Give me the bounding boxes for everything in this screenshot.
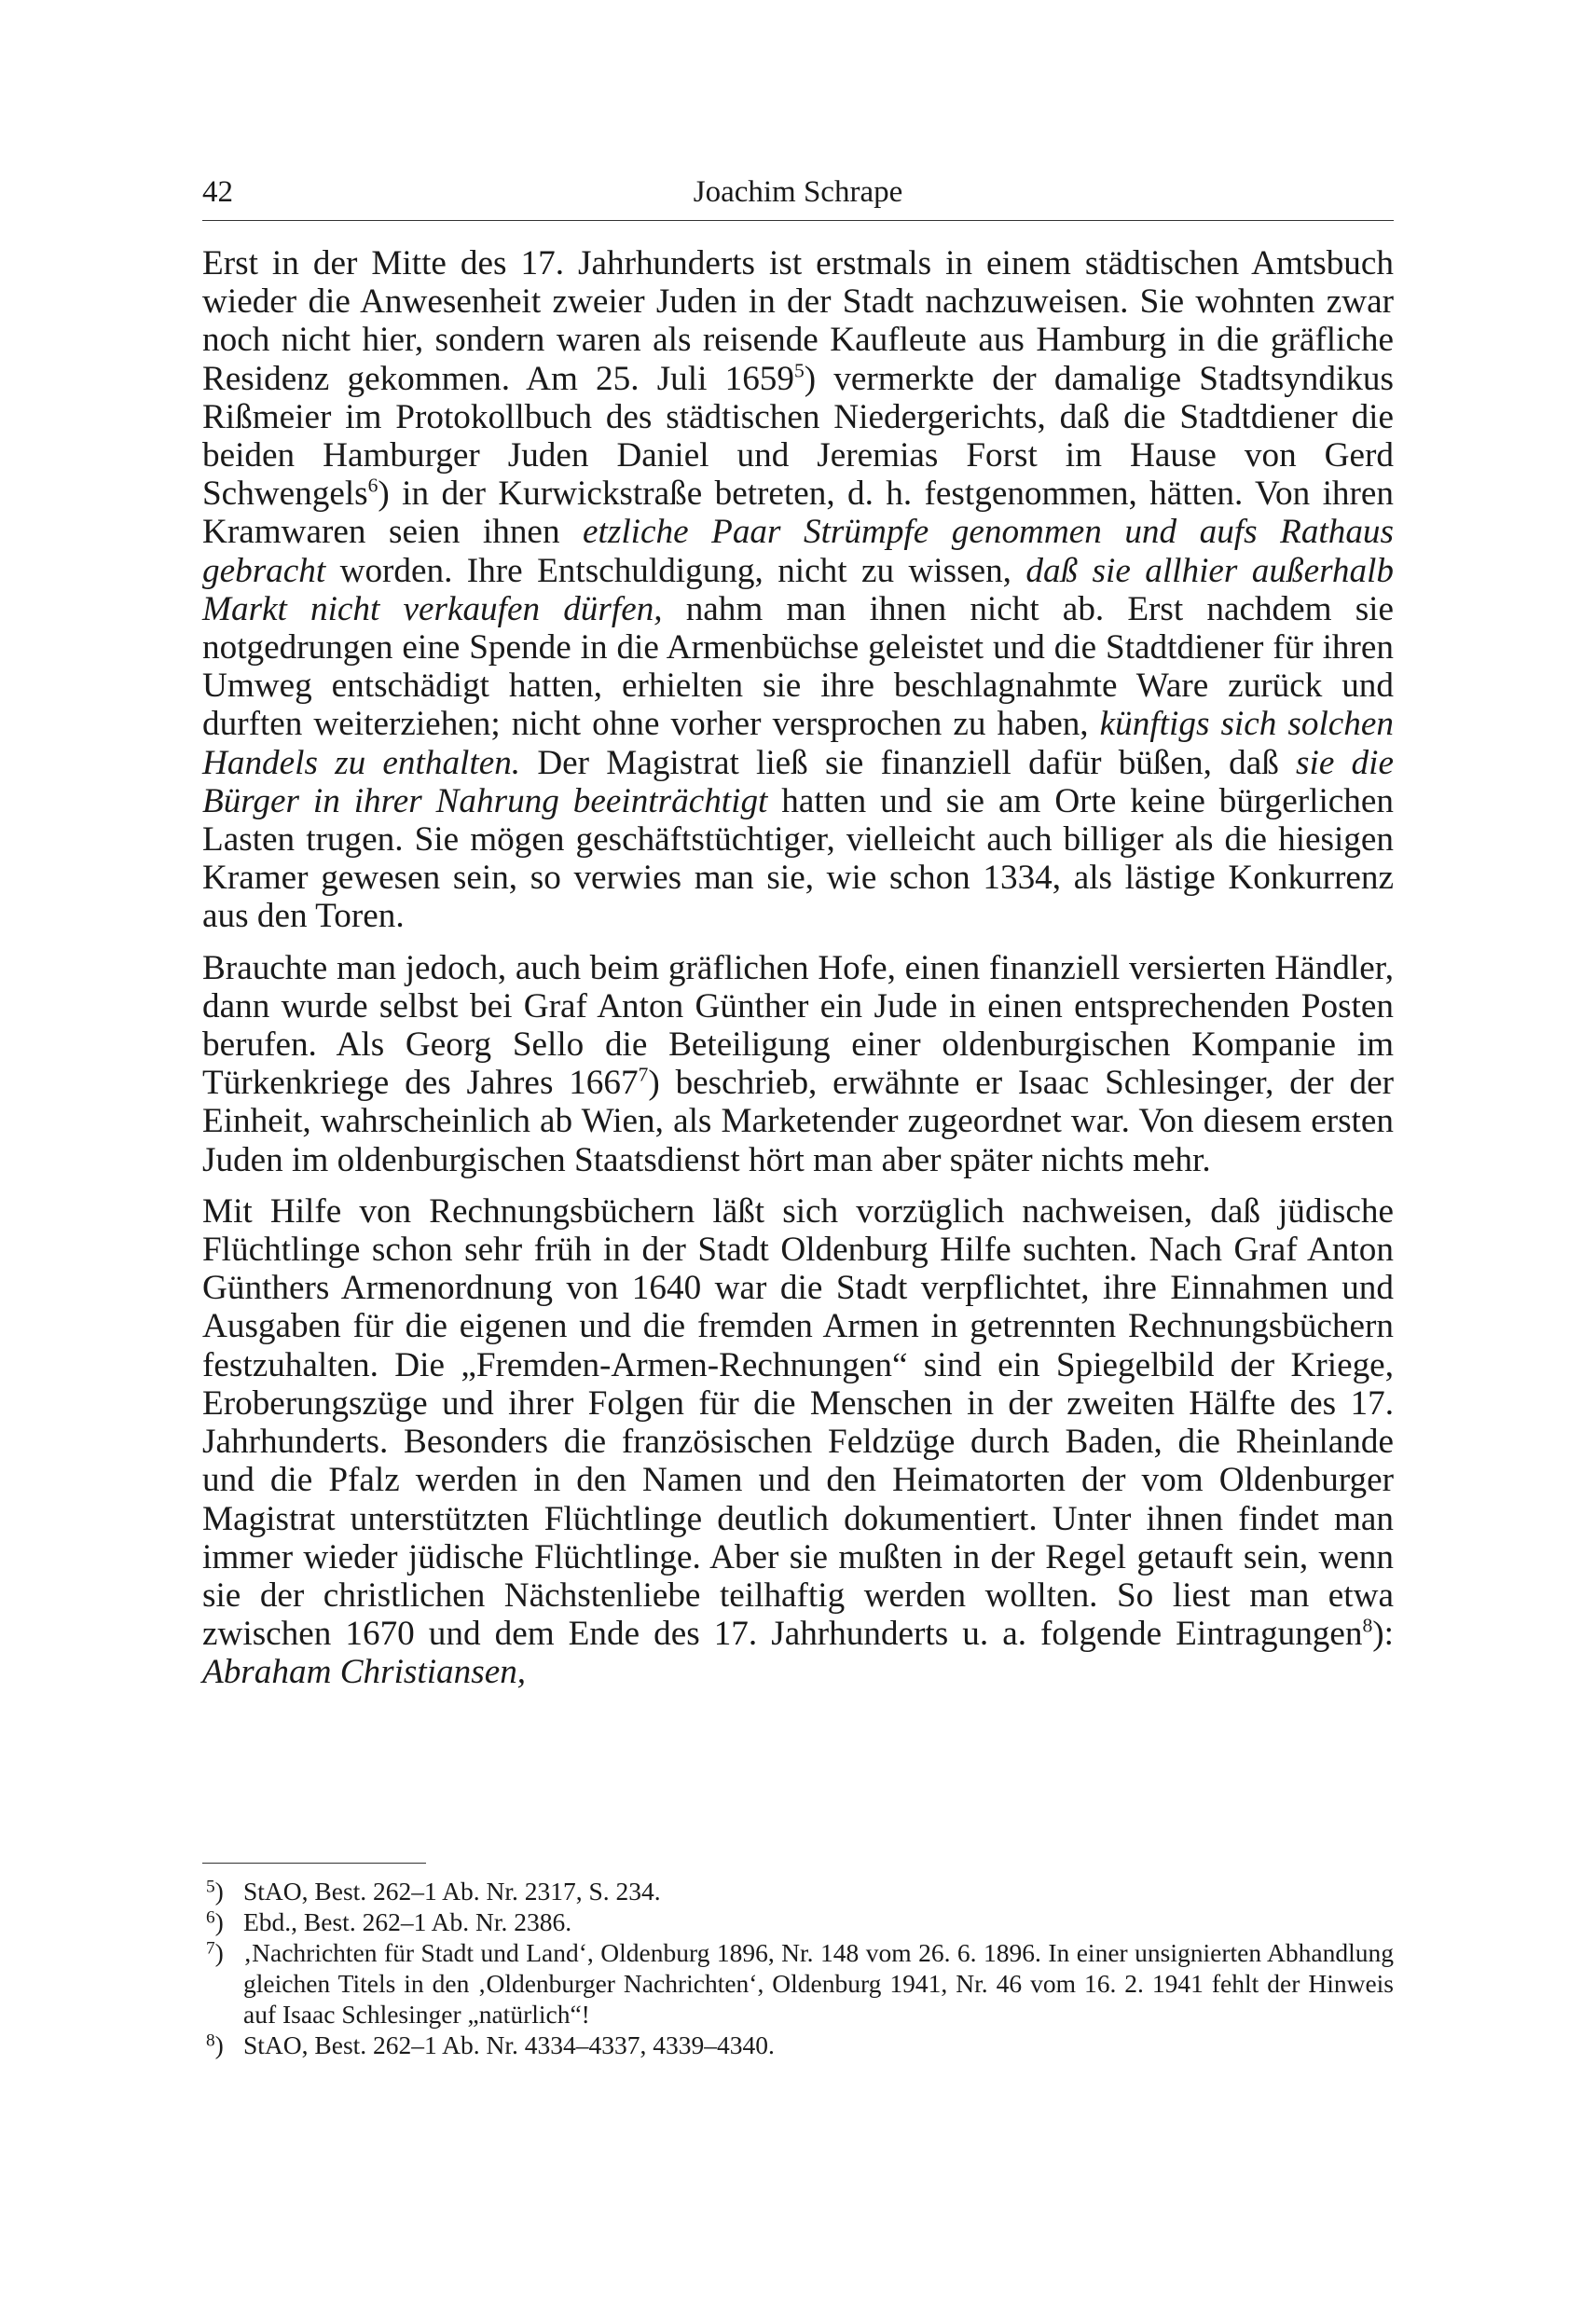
footnotes: [202, 1876, 1394, 2060]
text-run: Der Magistrat ließ sie finanziell dafür büßen, daß: [520, 743, 1297, 782]
text-run: Erst in der Mitte des 17. Jahrhunderts ist erstmals in einem städtischen Amtsbuch wieder die Anwesenheit zweier Juden in der Stadt nachzuweisen. Sie wohnten zwar noch nicht hier, sondern waren als reisende Kaufleute aus Hamburg in die gräfliche Residenz gekommen. Am 25. Juli 1659: [202, 244, 1394, 398]
quotation: Abraham Christiansen,: [202, 1653, 527, 1692]
footnote-6: [202, 1906, 1394, 1937]
paragraph-2: [202, 949, 1394, 1179]
footnote-text: Ebd., Best. 262–1 Ab. Nr. 2386.: [243, 1907, 572, 1936]
text-run: worden. Ihre Entschuldigung, nicht zu wissen,: [325, 551, 1026, 590]
paragraph-1: [202, 244, 1394, 936]
text-run: ) in der Kurwickstraße betreten, d. h. festgenommen, hätten. Von ihren Kramwaren seien ihnen: [202, 475, 1394, 552]
footnote-ref-7[interactable]: 7: [638, 1063, 649, 1086]
footnote-mark: $^5$): [206, 1877, 224, 1906]
text-run: nahm man ihnen nicht ab. Erst nachdem sie notgedrungen eine Spende in die Armenbüchse geleistet und die Stadtdiener für ihren Umweg entschädigt hatten, erhielten sie ihre beschlagnahmte Ware zurück und durften weiterziehen; nicht ohne vorher versprochen zu haben,: [202, 589, 1394, 744]
page-header: [202, 170, 1394, 214]
footnote-ref-6[interactable]: 6: [367, 474, 378, 497]
footnote-mark: $^6$): [206, 1907, 224, 1936]
footnote-5: [202, 1876, 1394, 1906]
header-rule: [202, 220, 1394, 221]
footnote-ref-8[interactable]: 8: [1362, 1614, 1373, 1637]
footnote-rule: [202, 1863, 426, 1864]
main-text: [202, 244, 1394, 1705]
quotation: daß sie allhier außerhalb Markt nicht verkaufen dürfen,: [202, 551, 1394, 628]
footnote-mark: $^7$): [206, 1938, 224, 1967]
quotation: künftigs sich solchen Handels zu enthalten.: [202, 705, 1395, 782]
footnote-8: [202, 2030, 1394, 2060]
text-run: hatten und sie am Orte keine bürgerlichen Lasten trugen. Sie mögen geschäftstüchtiger, vielleicht auch billiger als die hiesigen Kramer gewesen sein, so verwies man sie, wie schon 1334, als lästige Konkurrenz aus den Toren.: [202, 781, 1394, 936]
page-number: 42: [202, 175, 233, 209]
footnote-text: ‚Nachrichten für Stadt und Land‘, Oldenburg 1896, Nr. 148 vom 26. 6. 1896. In einer unsignierten Abhandlung gleichen Titels in den ‚Oldenburger Nachrichten‘, Oldenburg 1941, Nr. 46 vom 16. 2. 1941 fehlt der Hinweis auf Isaac Schlesinger „natürlich“!: [243, 1938, 1394, 2029]
quotation: etzliche Paar Strümpfe genommen und aufs Rathaus gebracht: [202, 513, 1394, 590]
quotation: sie die Bürger in ihrer Nahrung beeinträchtigt: [202, 743, 1394, 820]
footnote-text: StAO, Best. 262–1 Ab. Nr. 2317, S. 234.: [243, 1877, 661, 1906]
footnote-mark: $^8$): [206, 2030, 224, 2059]
footnote-text: StAO, Best. 262–1 Ab. Nr. 4334–4337, 4339–4340.: [243, 2030, 775, 2059]
paragraph-3: [202, 1192, 1394, 1692]
text-run: ) beschrieb, erwähnte er Isaac Schlesinger, der der Einheit, wahrscheinlich ab Wien, als Marketender zugeordnet war. Von diesem ersten Juden im oldenburgischen Staatsdienst hört man aber später nichts mehr.: [202, 1064, 1394, 1179]
text-run: ):: [1372, 1615, 1394, 1654]
text-run: ) vermerkte der damalige Stadtsyndikus Rißmeier im Protokollbuch des städtischen Niedergerichts, daß die Stadtdiener die beiden Hamburger Juden Daniel und Jeremias Forst im Hause von Gerd Schwengels: [202, 359, 1394, 514]
running-head: Joachim Schrape: [693, 175, 903, 209]
footnote-ref-5[interactable]: 5: [793, 359, 805, 382]
text-run: Mit Hilfe von Rechnungsbüchern läßt sich vorzüglich nachweisen, daß jüdische Flüchtlinge schon sehr früh in der Stadt Oldenburg Hilfe suchten. Nach Graf Anton Günthers Armenordnung von 1640 war die Stadt verpflichtet, ihre Einnahmen und Ausgaben für die eigenen und die fremden Armen in getrennten Rechnungsbüchern festzuhalten. Die „Fremden-Armen-Rechnungen“ sind ein Spiegelbild der Kriege, Eroberungszüge und ihrer Folgen für die Menschen in der zweiten Hälfte des 17. Jahrhunderts. Besonders die französischen Feldzüge durch Baden, die Rheinlande und die Pfalz werden in den Namen und den Heimatorten der vom Oldenburger Magistrat unterstützten Flüchtlinge deutlich dokumentiert. Unter ihnen findet man immer wieder jüdische Flüchtlinge. Aber sie mußten in der Regel getauft sein, wenn sie der christlichen Nächstenliebe teilhaftig werden wollten. So liest man etwa zwischen 1670 und dem Ende des 17. Jahrhunderts u. a. folgende Eintragungen: [202, 1191, 1394, 1654]
footnote-7: [202, 1937, 1394, 2030]
text-run: Brauchte man jedoch, auch beim gräflichen Hofe, einen finanziell versierten Händler, dann wurde selbst bei Graf Anton Günther ein Jude in einen entsprechenden Posten berufen. Als Georg Sello die Beteiligung einer oldenburgischen Kompanie im Türkenkriege des Jahres 1667: [202, 948, 1394, 1103]
